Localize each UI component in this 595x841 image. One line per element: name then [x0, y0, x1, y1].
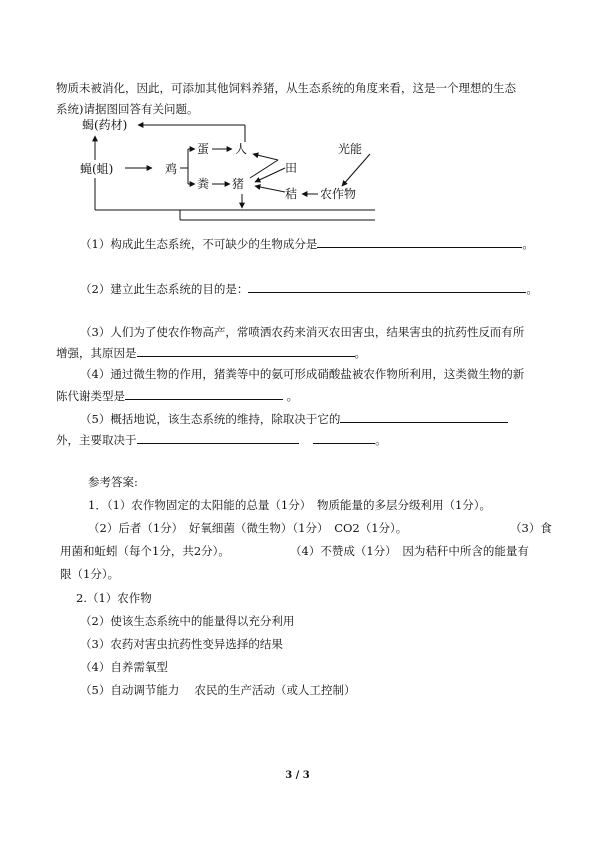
node-fly: 蝇(蛆) — [80, 162, 114, 176]
node-light: 光能 — [338, 142, 363, 156]
question-4-line-1: （4）通过微生物的作用，猪粪等中的氨可形成硝酸盐被农作物所利用，这类微生物的新 — [80, 367, 525, 381]
answer-blank-2[interactable] — [248, 280, 526, 293]
question-3-line-1: （3）人们为了使农作物高产，常喷洒农药来消灭农田害虫，结果害虫的抗药性反而有所 — [80, 325, 525, 339]
answer-blank-3[interactable] — [137, 344, 355, 357]
arrow-to-people — [253, 154, 278, 160]
question-2 — [80, 280, 538, 297]
question-1-end: 。 — [522, 237, 534, 251]
answer-1-line-2b: （3）食 — [510, 521, 552, 535]
answer-blank-5a[interactable] — [340, 410, 508, 423]
answer-blank-4[interactable] — [125, 387, 283, 400]
answer-1-line-3a: 用菌和蚯蚓（每个1分，共2分）。 — [60, 544, 230, 558]
question-4-line-2 — [56, 387, 298, 404]
node-straw: 秸 — [285, 187, 298, 201]
intro-line-2: 系统)请据图回答有关问题。 — [56, 102, 199, 116]
question-2-text: （2）建立此生态系统的目的是： — [80, 282, 249, 296]
node-people: 人 — [235, 142, 248, 156]
question-5-end: 。 — [375, 433, 387, 447]
question-5-text-2: 外，主要取决于 — [56, 433, 137, 447]
ecosystem-diagram — [80, 116, 380, 226]
answer-blank-1[interactable] — [317, 235, 522, 248]
node-crop: 农作物 — [320, 187, 357, 201]
page-number: 3 / 3 — [285, 770, 310, 781]
arrow-straw-to-pig — [255, 186, 285, 192]
question-4-end: 。 — [283, 389, 299, 403]
question-3-line-2 — [56, 344, 366, 361]
answer-2-line-3: （3）农药对害虫抗药性变异选择的结果 — [80, 637, 283, 651]
node-manure: 粪 — [197, 177, 210, 191]
answer-2-line-4: （4）自养需氧型 — [80, 660, 168, 674]
node-medicine: 蝎(药材) — [82, 118, 128, 132]
answer-blank-5b[interactable] — [137, 431, 299, 444]
answer-1-line-2a: （2）后者（1分） 好氧细菌（微生物）（1分） CO2（1分）。 — [88, 521, 408, 535]
answers-heading: 参考答案: — [88, 475, 138, 489]
node-chicken: 鸡 — [165, 162, 178, 176]
node-egg: 蛋 — [197, 142, 210, 156]
answer-1-line-1: 1．（1）农作物固定的太阳能的总量（1分） 物质能量的多层分级利用（1分）。 — [88, 498, 492, 512]
question-1 — [80, 235, 534, 252]
question-2-end: 。 — [526, 282, 538, 296]
line-pig-to-people — [250, 160, 278, 178]
answer-2-line-5: （5）自动调节能力 农民的生产活动（或人工控制） — [80, 683, 356, 697]
question-4-text: 陈代谢类型是 — [56, 389, 125, 403]
answer-2-line-1: 2.（1）农作物 — [76, 591, 152, 605]
question-1-text: （1）构成此生态系统，不可缺少的生物成分是 — [80, 237, 318, 251]
intro-line-1: 物质未被消化，因此，可添加其他饲料养猪，从生态系统的角度来看，这是一个理想的生态 — [56, 81, 516, 95]
question-5-line-2 — [56, 431, 387, 448]
node-pig: 猪 — [232, 177, 245, 191]
node-field: 田 — [285, 161, 298, 175]
arrow-light-to-crop — [342, 154, 370, 186]
answer-2-line-2: （2）使该生态系统中的能量得以充分利用 — [80, 614, 295, 628]
question-3-text: 增强，其原因是 — [56, 346, 137, 360]
question-5-line-1 — [80, 410, 508, 427]
arrow-field-to-pig — [255, 168, 285, 182]
answer-blank-5c[interactable] — [313, 431, 375, 444]
answer-1-line-4: 限（1分）。 — [60, 567, 120, 581]
question-5-text: （5）概括地说，该生态系统的维持，除取决于它的 — [80, 412, 341, 426]
question-3-end: 。 — [354, 346, 366, 360]
answer-1-line-3b: （4）不赞成（1分） 因为秸秆中所含的能量有 — [290, 544, 529, 558]
